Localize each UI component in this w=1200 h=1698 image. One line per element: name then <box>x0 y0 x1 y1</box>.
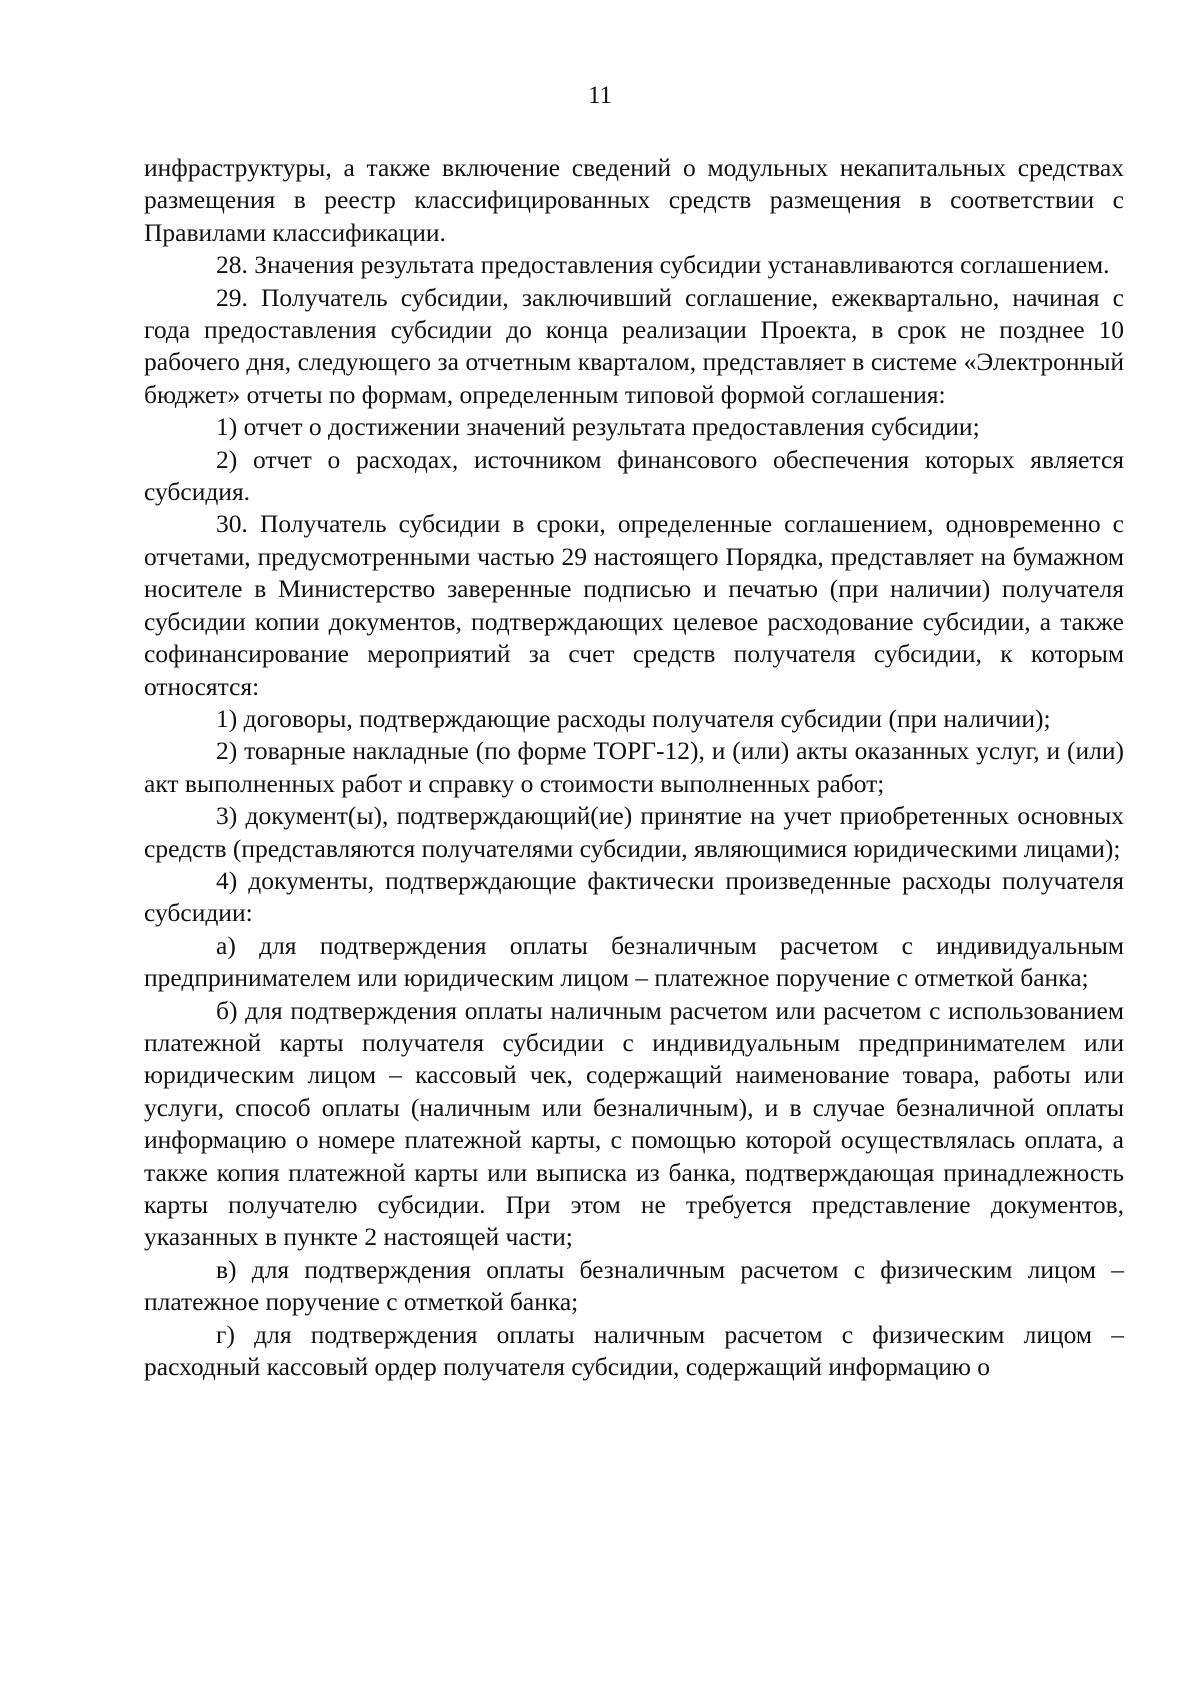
paragraph-item-30-3: 3) документ(ы), подтверждающий(ие) принятие на учет приобретенных основных средств (представляются получателями субсидии, являющимися юридическими лицами); <box>144 801 1124 863</box>
document-body <box>144 152 1124 1383</box>
paragraph-item-28: 28. Значения результата предоставления субсидии устанавливаются соглашением. <box>216 250 1110 280</box>
paragraph-item-30-1: 1) договоры, подтверждающие расходы получателя субсидии (при наличии); <box>216 703 1051 733</box>
paragraph-item-29-1: 1) отчет о достижении значений результата предоставления субсидии; <box>216 412 980 442</box>
paragraph-item-30-4-v: в) для подтверждения оплаты безналичным расчетом с физическим лицом – платежное поручение с отметкой банка; <box>144 1254 1124 1317</box>
paragraph-item-29-2: 2) отчет о расходах, источником финансового обеспечения которых является субсидия. <box>144 444 1124 507</box>
paragraph-item-30-2: 2) товарные накладные (по форме ТОРГ-12), и (или) акты оказанных услуг, и (или) акт выполненных работ и справку о стоимости выполненных работ; <box>144 736 1124 798</box>
paragraph-item-29: 29. Получатель субсидии, заключивший соглашение, ежеквартально, начиная с года предоставления субсидии до конца реализации Проекта, в срок не позднее 10 рабочего дня, следующего за отчетным кварталом, представляет в системе «Электронный бюджет» отчеты по формам, определенным типовой формой соглашения: <box>144 282 1124 409</box>
paragraph-item-30-4-b: б) для подтверждения оплаты наличным расчетом или расчетом с использованием платежной карты получателя субсидии с индивидуальным предпринимателем или юридическим лицом – кассовый чек, содержащий наименование товара, работы или услуги, способ оплаты (наличным или безналичным), и в случае безналичной оплаты информацию о номере платежной карты, с помощью которой осуществлялась оплата, а также копия платежной карты или выписка из банка, подтверждающая принадлежность карты получателю субсидии. При этом не требуется представление документов, указанных в пункте 2 настоящей части; <box>144 995 1124 1252</box>
page-number: 11 <box>587 82 613 109</box>
paragraph-continuation: инфраструктуры, а также включение сведений о модульных некапитальных средствах размещения в реестр классифицированных средств размещения в соответствии с Правилами классификации. <box>144 153 1124 247</box>
paragraph-item-30-4: 4) документы, подтверждающие фактически произведенные расходы получателя субсидии: <box>144 865 1124 928</box>
paragraph-item-30: 30. Получатель субсидии в сроки, определенные соглашением, одновременно с отчетами, предусмотренными частью 29 настоящего Порядка, представляет на бумажном носителе в Министерство заверенные подписью и печатью (при наличии) получателя субсидии копии документов, подтверждающих целевое расходование субсидии, а также софинансирование мероприятий за счет средств получателя субсидии, к которым относятся: <box>144 509 1124 701</box>
paragraph-item-30-4-g: г) для подтверждения оплаты наличным расчетом с физическим лицом – расходный кассовый ордер получателя субсидии, содержащий информацию о <box>144 1319 1124 1382</box>
paragraph-item-30-4-a: а) для подтверждения оплаты безналичным расчетом с индивидуальным предпринимателем или юридическим лицом – платежное поручение с отметкой банка; <box>144 930 1124 993</box>
